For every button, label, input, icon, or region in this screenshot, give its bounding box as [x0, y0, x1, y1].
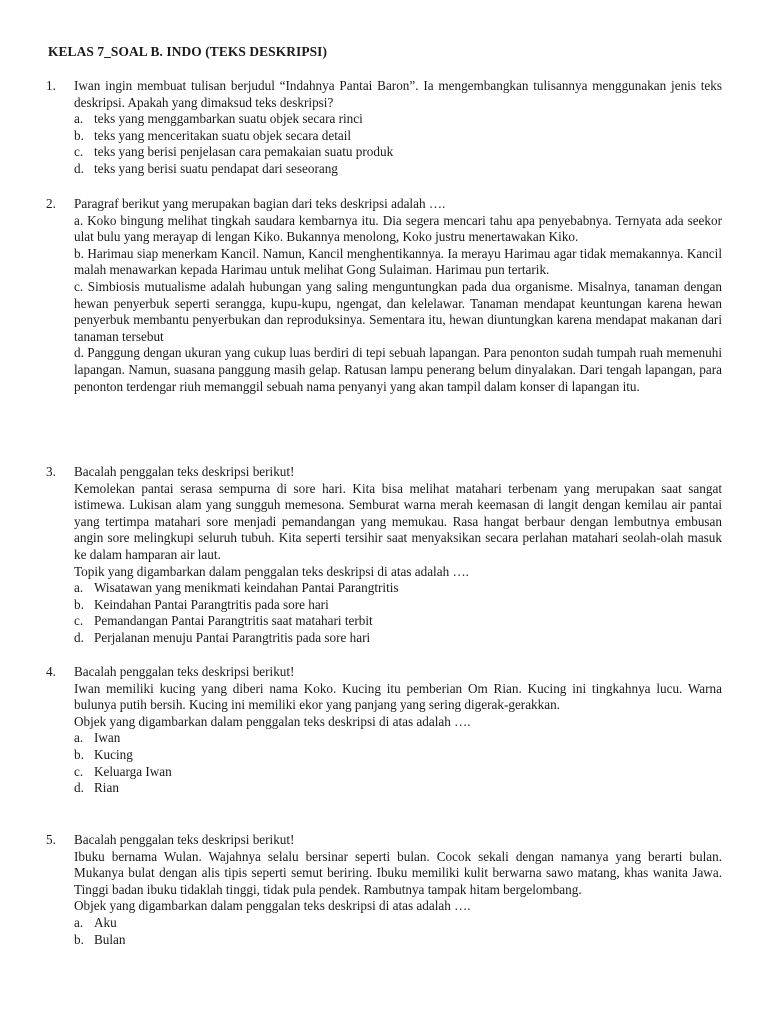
- question-number: 2.: [46, 196, 56, 211]
- question-stem: Paragraf berikut yang merupakan bagian dari teks deskripsi adalah ….: [74, 196, 446, 211]
- page-title: KELAS 7_SOAL B. INDO (TEKS DESKRIPSI): [48, 44, 328, 59]
- question-number: 5.: [46, 832, 56, 847]
- reading-passage: Ibuku bernama Wulan. Wajahnya selalu bersinar seperti bulan. Cocok sekali dengan namanya yang berarti bulan. Mukanya bulat dengan alis tipis seperti semut beriring. Ibuku memiliki kulit berwarna sawo matang, khas wanita Jawa. Tinggi badan ibuku tidaklah tinggi, tidak pula pendek. Rambutnya tampak hitam bergelombang.: [74, 848, 722, 897]
- question-2: [46, 196, 722, 395]
- question-4: [46, 664, 722, 797]
- option-c: c. Keluarga Iwan: [74, 763, 172, 779]
- option-d: d. teks yang berisi suatu pendapat dari seseorang: [74, 160, 338, 176]
- option-b: b. teks yang menceritakan suatu objek secara detail: [74, 127, 352, 143]
- option-a: a. Aku: [74, 914, 117, 930]
- question-prompt: Objek yang digambarkan dalam penggalan teks deskripsi di atas adalah ….: [74, 713, 471, 729]
- question-number: 4.: [46, 664, 56, 679]
- question-number: 1.: [46, 78, 56, 93]
- question-prompt: Objek yang digambarkan dalam penggalan teks deskripsi di atas adalah ….: [74, 898, 471, 914]
- option-c: c. Pemandangan Pantai Parangtritis saat matahari terbit: [74, 613, 373, 629]
- question-stem: Bacalah penggalan teks deskripsi berikut!: [74, 464, 295, 479]
- reading-passage: Kemolekan pantai serasa sempurna di sore hari. Kita bisa melihat matahari terbenam yang merupakan saat sangat istimewa. Lukisan alam yang sungguh memesona. Semburat warna merah keemasan di langit dengan kemilau air pantai yang tertimpa matahari sore menjadi pemandangan yang memukau. Rasa hangat berbaur dengan lembutnya embusan angin sore melingkupi seluruh tubuh. Kita seperti tersihir saat menyaksikan secara perlahan matahari seolah-olah masuk ke dalam hamparan air laut.: [74, 480, 722, 562]
- question-5: [46, 832, 722, 948]
- option-d: d. Rian: [74, 780, 119, 796]
- option-a: a. Wisatawan yang menikmati keindahan Pantai Parangtritis: [74, 580, 399, 596]
- option-b: b. Keindahan Pantai Parangtritis pada sore hari: [74, 596, 329, 612]
- option-d: d. Perjalanan menuju Pantai Parangtritis pada sore hari: [74, 629, 371, 645]
- question-stem: Bacalah penggalan teks deskripsi berikut!: [74, 664, 295, 679]
- option-a: a. Iwan: [74, 730, 121, 746]
- question-stem: Bacalah penggalan teks deskripsi berikut!: [74, 832, 295, 847]
- option-c: c. teks yang berisi penjelasan cara pemakaian suatu produk: [74, 144, 394, 160]
- paragraph-option-a: a. Koko bingung melihat tingkah saudara kembarnya itu. Dia segera mencari tahu apa penyebabnya. Ternyata ada seekor ulat bulu yang merayap di lengan Kiko. Bukannya menolong, Koko justru menertawakan Kiko.: [74, 212, 722, 245]
- question-stem: Iwan ingin membuat tulisan berjudul “Indahnya Pantai Baron”. Ia mengembangkan tulisannya menggunakan jenis teks deskripsi. Apakah yang dimaksud teks deskripsi?: [74, 78, 722, 110]
- option-b: b. Kucing: [74, 746, 133, 762]
- paragraph-option-d: d. Panggung dengan ukuran yang cukup luas berdiri di tepi sebuah lapangan. Para penonton sudah tumpah ruah memenuhi lapangan. Namun, suasana panggung masih gelap. Ratusan lampu penerang belum dinyalakan. Dari tengah lapangan, para penonton terdengar riuh memanggil sebuah nama penyanyi yang akan tampil dalam konser di lapangan itu.: [74, 345, 722, 394]
- paragraph-option-c: c. Simbiosis mutualisme adalah hubungan yang saling menguntungkan pada dua organisme. Misalnya, tanaman dengan hewan penyerbuk seperti serangga, kupu-kupu, ngengat, dan kelelawar. Tanaman mendapat keuntungan karena hewan penyerbuk membantu penyerbukan dan reproduksinya. Sementara itu, hewan diuntungkan karena mendapat makanan dari tanaman tersebut: [74, 278, 722, 344]
- question-3: [46, 464, 722, 647]
- question-1: [46, 78, 722, 178]
- question-number: 3.: [46, 464, 56, 479]
- option-a: a. teks yang menggambarkan suatu objek secara rinci: [74, 111, 363, 127]
- reading-passage: Iwan memiliki kucing yang diberi nama Koko. Kucing itu pemberian Om Rian. Kucing ini tingkahnya lucu. Warna bulunya putih bersih. Kucing ini memiliki ekor yang panjang yang sering digerak-gerakkan.: [74, 680, 722, 713]
- question-prompt: Topik yang digambarkan dalam penggalan teks deskripsi di atas adalah ….: [74, 563, 469, 579]
- paragraph-option-b: b. Harimau siap menerkam Kancil. Namun, Kancil menghentikannya. Ia merayu Harimau agar tidak memakannya. Kancil malah menawarkan kepada Harimau untuk melihat Gong Sulaiman. Harimau pun tertarik.: [74, 245, 722, 278]
- option-b: b. Bulan: [74, 931, 126, 947]
